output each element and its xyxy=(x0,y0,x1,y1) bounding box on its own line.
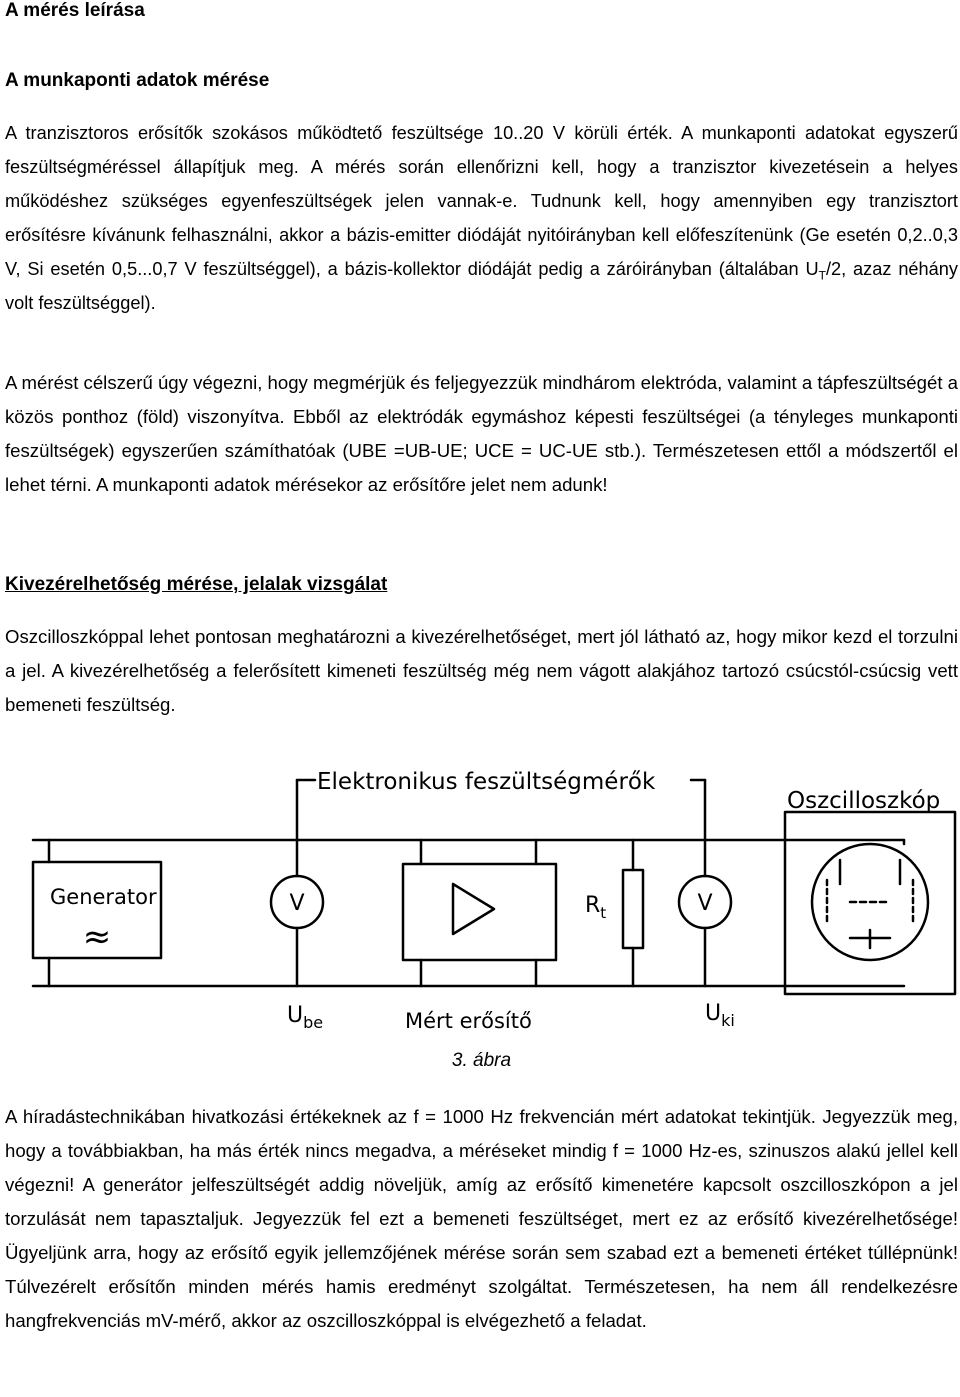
paragraph-text: A tranzisztoros erősítők szokásos működtető feszültsége 10..20 V körüli érték. A munkaponti adatokat egyszerű feszültségméréssel állapítjuk meg. A mérés során ellenőrizni kell, hogy a tranzisztor kivezetésein a helyes működéshez szükséges egyenfeszültségek jelen vannak-e. Tudnunk kell, hogy amennyiben egy tranzisztort erősítésre kívánunk felhasználni, akkor a bázis-emitter diódáját nyitóirányban kell előfeszítenünk (Ge esetén 0,2..0,3 V, Si esetén 0,5...0,7 V feszültséggel), a bázis-kollektor diódáját pedig a záróirányban (általában U xyxy=(5,123,958,279)
voltmeter-right-symbol: V xyxy=(697,891,713,916)
sine-wave-icon: ≈ xyxy=(82,917,112,957)
input-voltage-label: $U_{be}$ xyxy=(287,1003,324,1032)
load-resistor xyxy=(623,870,643,948)
measurement-circuit-diagram xyxy=(5,752,958,1032)
page-title: A mérés leírása xyxy=(5,0,145,21)
generator-label: Generator xyxy=(50,885,157,909)
paragraph-oscilloscope: Oszcilloszkóppal lehet pontosan meghatározni a kivezérelhetőséget, mert jól látható az, hogy mikor kezd el torzulni a jel. A kivezérelhetőség a felerősített kimeneti feszültség még nem vágott alakjához tartozó csúcstól-csúcsig vett bemeneti feszültség. xyxy=(5,626,958,715)
paragraph-operating-point-intro xyxy=(5,116,958,320)
section-heading-operating-point: A munkaponti adatok mérése xyxy=(5,70,270,91)
paragraph-reference-frequency: A híradástechnikában hivatkozási értékeknek az f = 1000 Hz frekvencián mért adatokat tekintjük. Jegyezzük meg, hogy a továbbiakban, ha más érték nincs megadva, a méréseket mindig f = 1000 Hz-es, szinuszos alakú jellel kell végezni! A generátor jelfeszültségét addig növeljük, amíg az erősítő kimenetére kapcsolt oszcilloszkópon a jel torzulását nem tapasztaljuk. Jegyezzük fel ezt a bemeneti feszültséget, mert ez az erősítő kivezérelhetősége! Ügyeljünk arra, hogy az erősítő egyik jellemzőjének mérése során sem szabad ezt a bemeneti értéket túllépnünk! Túlvezérelt erősítőn minden mérés hamis eredményt szolgáltat. Természetesen, ha nem áll rendelkezésre hangfrekvenciás mV-mérő, akkor az oszcilloszkóppal is elvégezhető a feladat. xyxy=(5,1106,958,1331)
figure-caption: 3. ábra xyxy=(451,1050,512,1071)
output-voltage-label: $U_{ki}$ xyxy=(705,1001,735,1030)
amplifier-label: Mért erősítő xyxy=(405,1009,532,1032)
paragraph-text-end: /2, azaz néhány volt feszültséggel). xyxy=(5,259,958,313)
resistor-label: $R_t$ xyxy=(585,893,607,922)
voltmeters-label: Elektronikus feszültségmérők xyxy=(317,769,656,795)
voltmeter-left-symbol: V xyxy=(289,891,305,916)
section-heading-drive-capability: Kivezérelhetőség mérése, jelalak vizsgálat xyxy=(5,574,388,595)
oscilloscope-label: Oszcilloszkóp xyxy=(787,788,941,814)
subscript-t: T xyxy=(818,268,826,283)
amplifier-box xyxy=(403,864,556,960)
paragraph-measurement-method: A mérést célszerű úgy végezni, hogy megmérjük és feljegyezzük mindhárom elektróda, valamint a tápfeszültségét a közös ponthoz (föld) viszonyítva. Ebből az elektródák egymáshoz képesti feszültségei (a tényleges munkaponti feszültségek) egyszerűen számíthatóak (UBE =UB-UE; UCE = UC-UE stb.). Természetesen ettől a módszertől el lehet térni. A munkaponti adatok mérésekor az erősítőre jelet nem adunk! xyxy=(5,372,958,495)
amplifier-triangle-icon xyxy=(453,884,494,934)
